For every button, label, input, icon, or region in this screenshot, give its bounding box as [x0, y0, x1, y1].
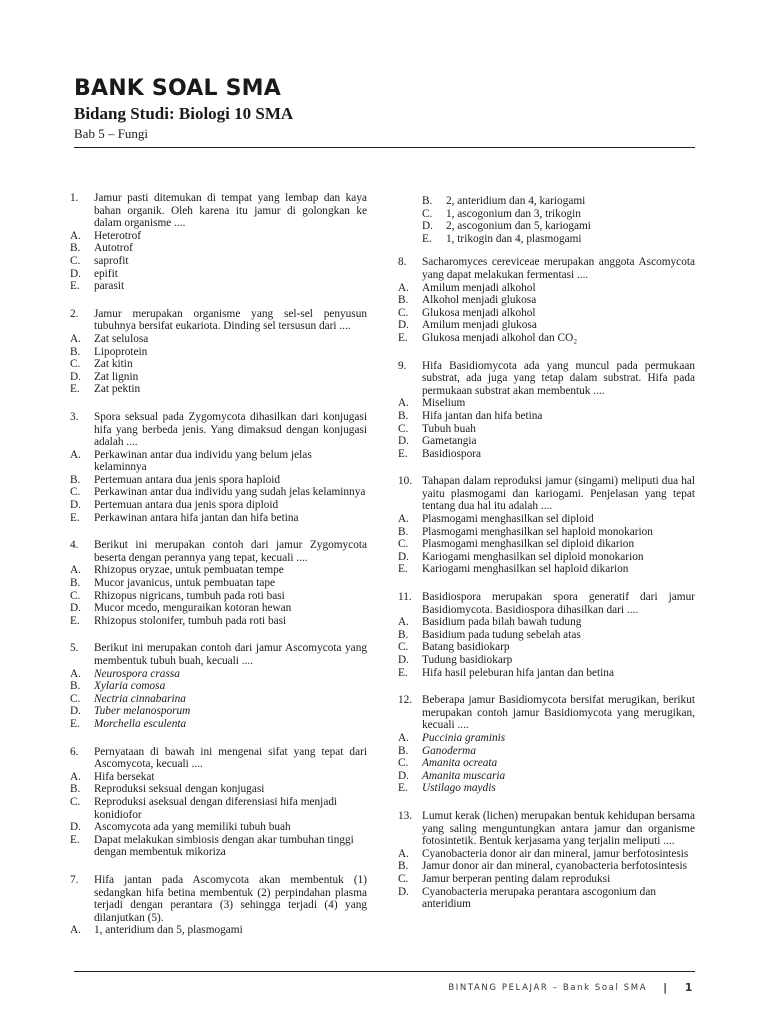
option-letter: A. [398, 731, 409, 744]
answer-options [398, 732, 695, 795]
answer-option [70, 383, 367, 396]
question-7-continued [398, 195, 695, 245]
question-number: 13. [398, 809, 413, 822]
answer-option [70, 499, 367, 512]
answer-option [398, 294, 695, 307]
option-text: Hifa bersekat [94, 770, 155, 783]
option-text: Jamur donor air dan mineral, cyanobacteria berfotosintesis [422, 860, 688, 873]
answer-option [70, 602, 367, 615]
answer-option [70, 230, 367, 243]
question-item [70, 411, 367, 524]
option-letter: D. [422, 220, 433, 233]
option-text: Tudung basidiokarp [422, 654, 513, 666]
option-letter: A. [70, 229, 81, 242]
question-text: Spora seksual pada Zygomycota dihasilkan dari konjugasi hifa yang berbeda jenis. Yang dimaksud dengan konjugasi adalah .... [94, 410, 367, 449]
answer-options [398, 848, 695, 911]
option-letter: A. [398, 847, 409, 860]
option-letter: B. [398, 628, 409, 641]
option-letter: A. [70, 564, 81, 577]
option-text: Tubuh buah [422, 422, 476, 435]
question-item [70, 192, 367, 293]
option-text: parasit [94, 280, 125, 293]
answer-option [398, 616, 695, 629]
question-item [398, 694, 695, 795]
answer-option [70, 693, 367, 706]
option-text: Pertemuan antara dua jenis spora haploid [94, 473, 281, 486]
option-letter: B. [70, 783, 81, 796]
option-text: Amilum menjadi glukosa [422, 319, 537, 332]
answer-option [70, 358, 367, 371]
answer-option [70, 796, 367, 821]
option-letter: E. [70, 833, 80, 846]
answer-option [70, 512, 367, 525]
option-letter: C. [70, 358, 81, 371]
option-text: Cyanobacteria merupaka perantara ascogonium dan anteridium [422, 885, 656, 911]
question-column-left [70, 192, 367, 952]
answer-option [398, 629, 695, 642]
question-number: 11. [398, 591, 412, 604]
option-text: 1, trikogin dan 4, plasmogami [446, 232, 582, 245]
answer-option [70, 783, 367, 796]
option-text: 1, anteridium dan 5, plasmogami [94, 924, 243, 937]
answer-option [398, 641, 695, 654]
option-text: 2, ascogonium dan 5, kariogami [446, 220, 591, 233]
question-item [70, 539, 367, 627]
answer-option [70, 268, 367, 281]
question-number: 6. [70, 745, 79, 758]
option-letter: D. [70, 705, 81, 718]
option-letter: B. [70, 473, 81, 486]
chapter-label: Bab 5 – Fungi [74, 126, 149, 141]
option-letter: D. [70, 267, 81, 280]
option-text: Miselium [422, 397, 466, 410]
footer-divider [74, 971, 695, 972]
option-text: Plasmogami menghasilkan sel diploid dikarion [422, 538, 635, 551]
question-column-right [398, 195, 695, 926]
answer-option [398, 654, 695, 667]
option-text: Batang basidiokarp [422, 641, 510, 654]
footer-separator: | [663, 981, 669, 994]
answer-option [398, 886, 695, 911]
question-text: Pernyataan di bawah ini mengenai sifat yang tepat dari Ascomycota, kecuali .... [94, 745, 367, 771]
page-title: BANK SOAL SMA [74, 76, 281, 101]
option-letter: B. [70, 680, 81, 693]
question-text: Berikut ini merupakan contoh dari jamur Zygomycota beserta dengan perannya yang tepat, kecuali .... [94, 539, 367, 564]
option-letter: B. [398, 409, 409, 422]
answer-options [70, 449, 367, 525]
option-text: Zat selulosa [94, 332, 149, 345]
answer-options [70, 924, 367, 937]
answer-option [398, 667, 695, 680]
option-letter: C. [398, 757, 409, 770]
option-text: Ascomycota ada yang memiliki tubuh buah [94, 821, 291, 834]
page-footer [448, 981, 694, 994]
option-letter: B. [398, 525, 409, 538]
question-number: 2. [70, 307, 79, 320]
answer-option [398, 526, 695, 539]
answer-option [70, 924, 367, 937]
option-text: Alkohol menjadi glukosa [422, 294, 537, 307]
answer-option [70, 718, 367, 731]
answer-option [70, 333, 367, 346]
option-text: Neurospora crassa [94, 667, 180, 680]
answer-option [398, 848, 695, 861]
answer-option [398, 732, 695, 745]
option-letter: E. [398, 782, 408, 795]
answer-option [398, 448, 695, 461]
option-text: Glukosa menjadi alkohol [422, 306, 536, 319]
option-letter: D. [398, 550, 409, 563]
answer-options [70, 230, 367, 293]
option-text: Xylaria comosa [94, 680, 166, 693]
option-letter: D. [70, 821, 81, 834]
answer-options [70, 564, 367, 627]
answer-options [70, 771, 367, 859]
option-text: Kariogami menghasilkan sel haploid dikarion [422, 563, 629, 576]
answer-option [398, 551, 695, 564]
answer-option [398, 410, 695, 423]
answer-option [398, 782, 695, 795]
option-text: Autotrof [94, 242, 133, 255]
option-letter: B. [70, 577, 81, 590]
answer-option [398, 220, 695, 233]
option-letter: C. [398, 306, 409, 319]
option-letter: E. [70, 383, 80, 396]
answer-options [398, 282, 695, 345]
option-letter: A. [70, 770, 81, 783]
question-text: Hifa Basidiomycota ada yang muncul pada permukaan substrat, ada juga yang tetap dalam substrat. Hifa pada permukaan substrat akan membentuk .... [422, 359, 695, 397]
option-text: Pertemuan antara dua jenis spora diploid [94, 499, 279, 512]
question-text: Tahapan dalam reproduksi jamur (singami) meliputi dua hal yaitu plasmogami dan kariogami. Penjelasan yang tepat tentang dua hal itu adalah .... [422, 475, 695, 513]
option-letter: E. [70, 511, 80, 524]
option-text: Plasmogami menghasilkan sel haploid monokarion [422, 525, 653, 538]
option-letter: D. [398, 435, 409, 448]
question-item [398, 591, 695, 679]
subject-subtitle: Bidang Studi: Biologi 10 SMA [74, 104, 294, 123]
option-text: Perkawinan antara hifa jantan dan hifa betina [94, 511, 299, 524]
answer-option [70, 590, 367, 603]
option-text: Kariogami menghasilkan sel diploid monokarion [422, 550, 644, 563]
answer-option [398, 757, 695, 770]
option-letter: C. [70, 795, 81, 808]
question-text: Sacharomyces cereviceae merupakan anggota Ascomycota yang dapat melakukan fermentasi .... [422, 256, 695, 281]
answer-option [398, 538, 695, 551]
answer-option [70, 486, 367, 499]
option-text: Morchella esculenta [94, 717, 187, 730]
option-text: Hifa hasil peleburan hifa jantan dan betina [422, 666, 614, 679]
option-letter: A. [398, 281, 409, 294]
answer-option [70, 577, 367, 590]
option-letter: E. [70, 280, 80, 293]
question-number: 10. [398, 475, 413, 488]
question-text: Berikut ini merupakan contoh dari jamur Ascomycota yang membentuk tubuh buah, kecuali .... [94, 642, 367, 667]
answer-option [70, 449, 367, 474]
option-text: Cyanobacteria donor air dan mineral, jamur berfotosintesis [422, 847, 689, 860]
option-letter: C. [70, 486, 81, 499]
answer-option [70, 346, 367, 359]
option-letter: E. [398, 447, 408, 460]
answer-options [398, 397, 695, 460]
option-text: Basidium pada tudung sebelah atas [422, 628, 581, 641]
option-letter: A. [398, 616, 409, 629]
question-item [398, 256, 695, 344]
option-letter: C. [398, 641, 409, 654]
option-text: Ustilago maydis [422, 782, 496, 795]
page-number: 1 [684, 981, 694, 994]
question-number: 5. [70, 642, 79, 655]
question-item [70, 308, 367, 396]
option-letter: A. [398, 513, 409, 526]
header-divider [74, 147, 695, 148]
option-text: Hifa jantan dan hifa betina [422, 409, 543, 422]
answer-option [398, 282, 695, 295]
option-letter: E. [422, 232, 432, 245]
question-item [70, 874, 367, 937]
option-letter: D. [70, 602, 81, 615]
option-text: Tuber melanosporum [94, 705, 191, 718]
answer-option [70, 771, 367, 784]
option-text: Perkawinan antar dua individu yang belum jelas kelaminnya [94, 448, 312, 474]
answer-option [70, 242, 367, 255]
answer-option [70, 705, 367, 718]
option-letter: A. [70, 332, 81, 345]
option-letter: B. [398, 860, 409, 873]
option-text: Rhizopus nigricans, tumbuh pada roti basi [94, 589, 285, 602]
question-number: 3. [70, 410, 79, 423]
question-item [398, 475, 695, 576]
option-text: Basidium pada bilah bawah tudung [422, 616, 582, 629]
answer-option [70, 680, 367, 693]
answer-option [398, 233, 695, 246]
option-letter: D. [398, 654, 409, 666]
option-letter: C. [398, 422, 409, 435]
answer-option [70, 668, 367, 681]
option-letter: D. [70, 370, 81, 383]
option-text: Gametangia [422, 435, 477, 448]
answer-option [398, 208, 695, 221]
question-text: Basidiospora merupakan spora generatif dari jamur Basidiomycota. Basidiospora dihasilkan dari .... [422, 591, 695, 616]
question-text: Jamur merupakan organisme yang sel-sel penyusun tubuhnya bersifat eukariota. Dinding sel tersusun dari .... [94, 307, 367, 333]
option-letter: B. [398, 294, 409, 307]
option-text: 1, ascogonium dan 3, trikogin [446, 207, 581, 220]
answer-option [398, 332, 695, 345]
answer-option [398, 563, 695, 576]
option-letter: C. [70, 254, 81, 267]
answer-option [398, 319, 695, 332]
option-text: Rhizopus stolonifer, tumbuh pada roti basi [94, 614, 287, 627]
answer-option [70, 474, 367, 487]
question-number: 9. [398, 359, 407, 372]
answer-option [398, 745, 695, 758]
option-text: epifit [94, 267, 118, 280]
option-text: Glukosa menjadi alkohol dan CO₂ [422, 331, 578, 344]
option-letter: D. [398, 769, 409, 782]
option-letter: B. [70, 345, 81, 358]
option-text: Mucor mcedo, menguraikan kotoran hewan [94, 602, 292, 615]
option-letter: B. [422, 195, 433, 207]
answer-option [398, 860, 695, 873]
answer-option [398, 195, 695, 208]
question-text: Jamur pasti ditemukan di tempat yang lembap dan kaya bahan organik. Oleh karena itu jamur di golongkan ke dalam organisme .... [94, 192, 367, 230]
answer-option [70, 371, 367, 384]
option-text: saprofit [94, 254, 129, 267]
option-text: Mucor javanicus, untuk pembuatan tape [94, 577, 276, 590]
answer-options [70, 668, 367, 731]
option-letter: E. [398, 331, 408, 344]
option-letter: C. [422, 207, 433, 220]
option-letter: C. [398, 538, 409, 551]
question-number: 7. [70, 873, 79, 886]
question-text: Lumut kerak (lichen) merupakan bentuk kehidupan bersama yang saling menguntungkan antara jamur dan organisme fotosintetik. Bentuk kerjasama yang terjalin meliputi .... [422, 809, 695, 848]
answer-option [70, 564, 367, 577]
question-number: 12. [398, 694, 413, 707]
option-letter: B. [70, 242, 81, 255]
option-text: Plasmogami menghasilkan sel diploid [422, 513, 594, 526]
answer-option [398, 397, 695, 410]
option-text: Amanita muscaria [422, 769, 506, 782]
question-item [398, 360, 695, 461]
option-text: Nectria cinnabarina [94, 692, 186, 705]
option-text: Amanita ocreata [422, 757, 498, 770]
option-text: Basidiospora [422, 447, 481, 460]
option-text: 2, anteridium dan 4, kariogami [446, 195, 586, 207]
answer-option [70, 615, 367, 628]
option-letter: E. [398, 563, 408, 576]
answer-option [398, 423, 695, 436]
option-letter: E. [70, 717, 80, 730]
option-text: Jamur berperan penting dalam reproduksi [422, 872, 611, 885]
answer-option [70, 821, 367, 834]
question-number: 4. [70, 539, 79, 552]
question-item [70, 642, 367, 730]
option-letter: C. [70, 589, 81, 602]
option-text: Reproduksi seksual dengan konjugasi [94, 783, 265, 796]
question-text: Hifa jantan pada Ascomycota akan membentuk (1) sedangkan hifa betina membentuk (2) perpindahan plasma terjadi dengan perantara (3) sehingga terjadi (4) yang dilanjutkan (5). [94, 873, 367, 924]
option-text: Amilum menjadi alkohol [422, 281, 536, 294]
answer-option [398, 770, 695, 783]
option-letter: E. [70, 614, 80, 627]
answer-option [70, 280, 367, 293]
option-letter: A. [70, 924, 81, 937]
option-text: Puccinia graminis [422, 731, 506, 744]
option-letter: B. [398, 744, 409, 757]
option-letter: C. [70, 692, 81, 705]
option-text: Ganoderma [422, 744, 476, 757]
option-text: Rhizopus oryzae, untuk pembuatan tempe [94, 564, 284, 577]
option-letter: A. [70, 448, 81, 461]
answer-options [70, 333, 367, 396]
question-number: 1. [70, 192, 79, 204]
option-text: Zat lignin [94, 370, 139, 383]
answer-option [398, 435, 695, 448]
question-number: 8. [398, 256, 407, 269]
answer-options [398, 616, 695, 679]
question-item [70, 746, 367, 859]
question-item [398, 810, 695, 911]
option-text: Reproduksi aseksual dengan diferensiasi hifa menjadi konidiofor [94, 795, 338, 821]
question-text: Beberapa jamur Basidiomycota bersifat merugikan, berikut merupakan contoh jamur Basidiomycota yang merugikan, kecuali .... [422, 694, 695, 732]
option-letter: D. [398, 319, 409, 332]
option-text: Zat kitin [94, 358, 133, 371]
option-letter: D. [398, 885, 409, 898]
option-letter: C. [398, 872, 409, 885]
answer-option [398, 873, 695, 886]
answer-option [398, 307, 695, 320]
option-text: Heterotrof [94, 229, 142, 242]
option-letter: E. [398, 666, 408, 679]
option-letter: A. [398, 397, 409, 410]
answer-option [70, 255, 367, 268]
footer-label: BINTANG PELAJAR – Bank Soal SMA [448, 982, 648, 993]
answer-options [398, 513, 695, 576]
answer-option [70, 834, 367, 859]
option-text: Zat pektin [94, 383, 141, 396]
option-letter: D. [70, 499, 81, 512]
option-letter: A. [70, 667, 81, 680]
option-text: Perkawinan antar dua individu yang sudah jelas kelaminnya [94, 486, 366, 499]
answer-option [398, 513, 695, 526]
option-text: Dapat melakukan simbiosis dengan akar tumbuhan tinggi dengan membentuk mikoriza [94, 833, 354, 859]
option-text: Lipoprotein [94, 345, 148, 358]
